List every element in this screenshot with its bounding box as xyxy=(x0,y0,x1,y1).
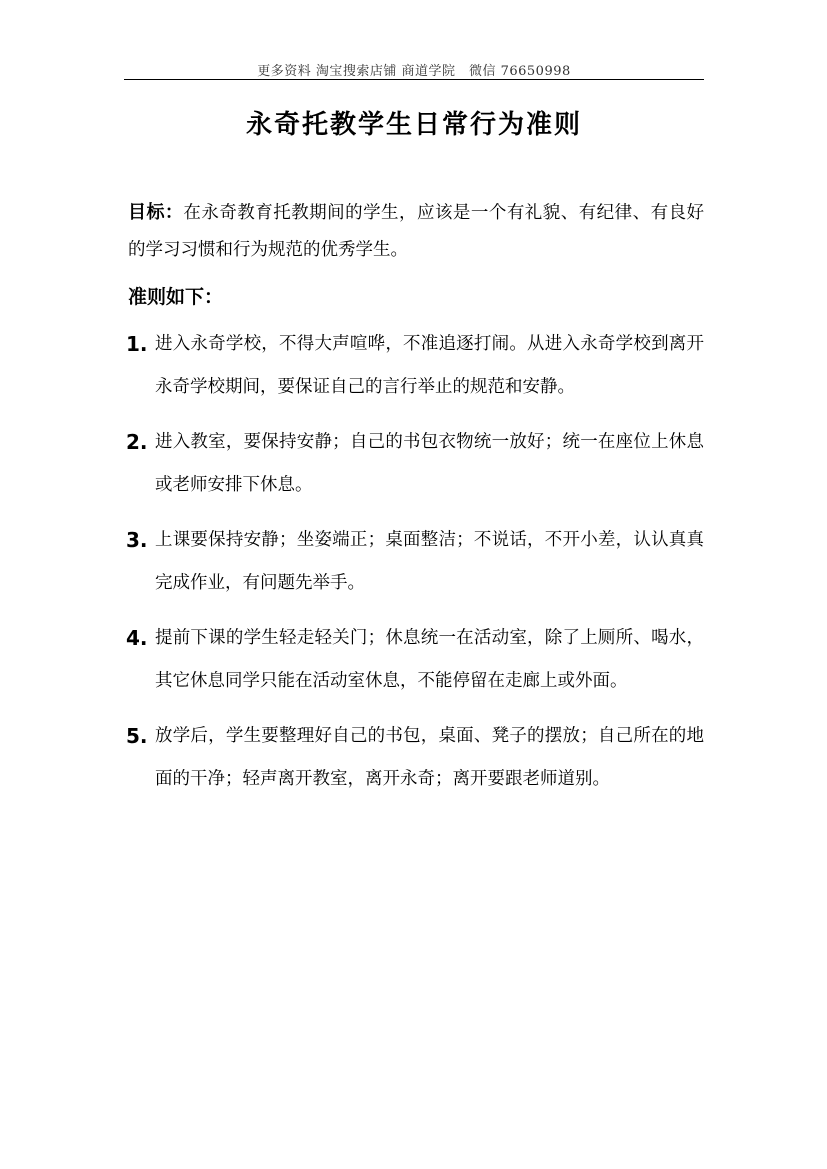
rule-item xyxy=(128,323,704,409)
header-divider xyxy=(124,79,704,80)
rules-heading: 准则如下： xyxy=(128,286,224,308)
rule-number: 2. xyxy=(126,430,148,454)
rule-number: 1. xyxy=(126,332,148,356)
rule-text: 进入永奇学校，不得大声喧哗，不准追逐打闹。从进入永奇学校到离开永奇学校期间，要保证自己的言行举止的规范和安静。 xyxy=(155,334,704,397)
rule-text: 放学后，学生要整理好自己的书包，桌面、凳子的摆放；自己所在的地面的干净；轻声离开教室，离开永奇；离开要跟老师道别。 xyxy=(155,726,704,789)
rule-item xyxy=(128,421,704,507)
rule-item xyxy=(128,715,704,801)
rule-text: 进入教室，要保持安静；自己的书包衣物统一放好；统一在座位上休息或老师安排下休息。 xyxy=(155,432,704,495)
rule-item xyxy=(128,519,704,605)
goal-text: 在永奇教育托教期间的学生，应该是一个有礼貌、有纪律、有良好的学习习惯和行为规范的优秀学生。 xyxy=(128,203,705,260)
rule-text: 提前下课的学生轻走轻关门；休息统一在活动室，除了上厕所、喝水，其它休息同学只能在活动室休息，不能停留在走廊上或外面。 xyxy=(155,628,704,691)
rule-number: 5. xyxy=(126,724,148,748)
rule-number: 4. xyxy=(126,626,148,650)
rule-text: 上课要保持安静；坐姿端正；桌面整洁；不说话，不开小差，认认真真完成作业，有问题先举手。 xyxy=(155,530,704,593)
rule-item xyxy=(128,617,704,703)
page-header: 更多资料 淘宝搜索店铺 商道学院 微信 76650998 xyxy=(257,64,571,79)
rule-number: 3. xyxy=(126,528,148,552)
goal-paragraph xyxy=(128,194,704,269)
document-body xyxy=(128,194,704,813)
document-title: 永奇托教学生日常行为准则 xyxy=(245,110,582,140)
rule-list xyxy=(128,323,704,801)
goal-label: 目标： xyxy=(128,202,184,223)
